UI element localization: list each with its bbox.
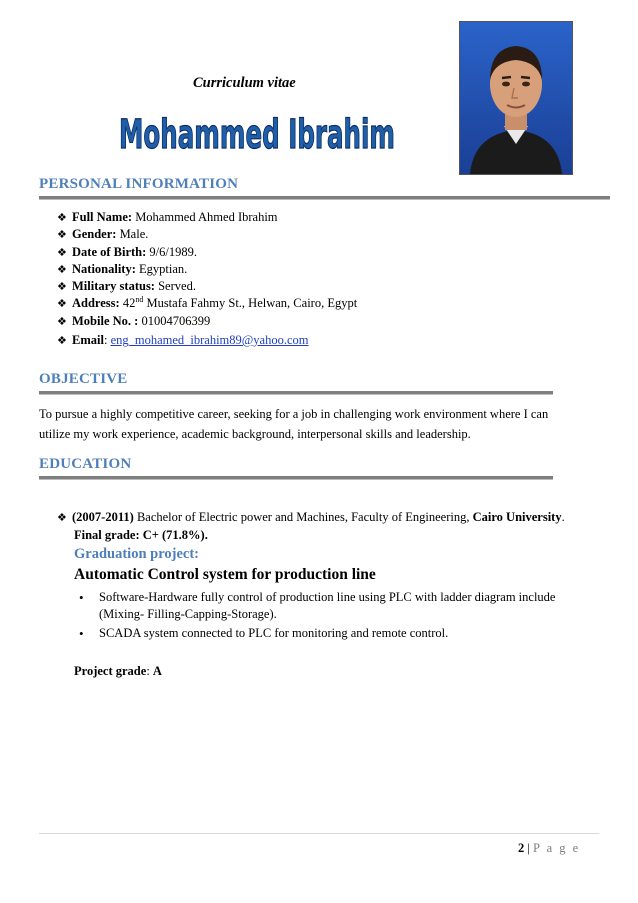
section-title-education: EDUCATION bbox=[39, 456, 132, 472]
list-item: ❖ Date of Birth: 9/6/1989. bbox=[57, 244, 357, 261]
diamond-bullet-icon: ❖ bbox=[57, 335, 67, 348]
person-portrait-icon bbox=[460, 22, 572, 174]
project-name: Automatic Control system for production line bbox=[74, 566, 376, 583]
diamond-bullet-icon: ❖ bbox=[57, 263, 67, 276]
list-item: ❖ Mobile No. : 01004706399 bbox=[57, 313, 357, 330]
section-rule-education bbox=[39, 476, 553, 479]
diamond-bullet-icon: ❖ bbox=[57, 298, 67, 311]
diamond-bullet-icon: ❖ bbox=[57, 246, 67, 259]
list-item: ❖ Nationality: Egyptian. bbox=[57, 261, 357, 278]
section-rule-objective bbox=[39, 391, 553, 394]
diamond-bullet-icon: ❖ bbox=[57, 512, 67, 524]
diamond-bullet-icon: ❖ bbox=[57, 315, 67, 328]
diamond-bullet-icon: ❖ bbox=[57, 212, 67, 224]
diamond-bullet-icon: ❖ bbox=[57, 281, 67, 294]
education-entry: ❖ (2007-2011) Bachelor of Electric power and Machines, Faculty of Engineering, Cairo University. Final grade: C+ (71.8%). Graduation project: Automatic Control system for production line • Software-Hardware fully control of production line using PLC with ladder diagram include (Mixing- Filling-Capping-Storage). • SCADA system connected to PLC for monitoring and remote control. Project grade: A bbox=[57, 509, 602, 680]
graduation-project-label: Graduation project: bbox=[74, 546, 199, 562]
project-grade: Project grade: A bbox=[74, 664, 162, 678]
personal-info-list bbox=[57, 209, 357, 349]
list-item: ❖ Address: 42nd Mustafa Fahmy St., Helwan, Cairo, Egypt bbox=[57, 295, 357, 312]
section-title-personal: PERSONAL INFORMATION bbox=[39, 176, 239, 192]
section-title-objective: OBJECTIVE bbox=[39, 371, 128, 387]
list-item: • Software-Hardware fully control of production line using PLC with ladder diagram include (Mixing- Filling-Capping-Storage). bbox=[99, 589, 602, 623]
list-item: ❖ Gender: Male. bbox=[57, 226, 357, 243]
page-footer: 2 | P a g e bbox=[518, 841, 581, 855]
email-link[interactable]: eng_mohamed_ibrahim89@yahoo.com bbox=[110, 333, 309, 348]
diamond-bullet-icon: ❖ bbox=[57, 229, 67, 242]
list-item: ❖ Email: eng_mohamed_ibrahim89@yahoo.com bbox=[57, 332, 357, 349]
section-rule-personal bbox=[39, 196, 610, 199]
list-item: ❖ Military status: Served. bbox=[57, 278, 357, 295]
svg-text:Mohammed Ibrahim: Mohammed Ibrahim bbox=[119, 112, 395, 158]
cv-title: Curriculum vitae bbox=[193, 75, 296, 91]
list-item: • SCADA system connected to PLC for monitoring and remote control. bbox=[99, 625, 602, 642]
profile-photo bbox=[459, 21, 573, 175]
objective-text: To pursue a highly competitive career, seeking for a job in challenging work environment where I can utilize my work experience, academic background, interpersonal skills and leadership. bbox=[39, 407, 549, 441]
list-item: ❖ Full Name: Mohammed Ahmed Ibrahim bbox=[57, 209, 357, 226]
project-bullets bbox=[57, 589, 602, 642]
name-banner bbox=[116, 104, 398, 158]
final-grade: Final grade: C+ (71.8%). bbox=[74, 528, 208, 542]
footer-rule bbox=[39, 833, 599, 834]
